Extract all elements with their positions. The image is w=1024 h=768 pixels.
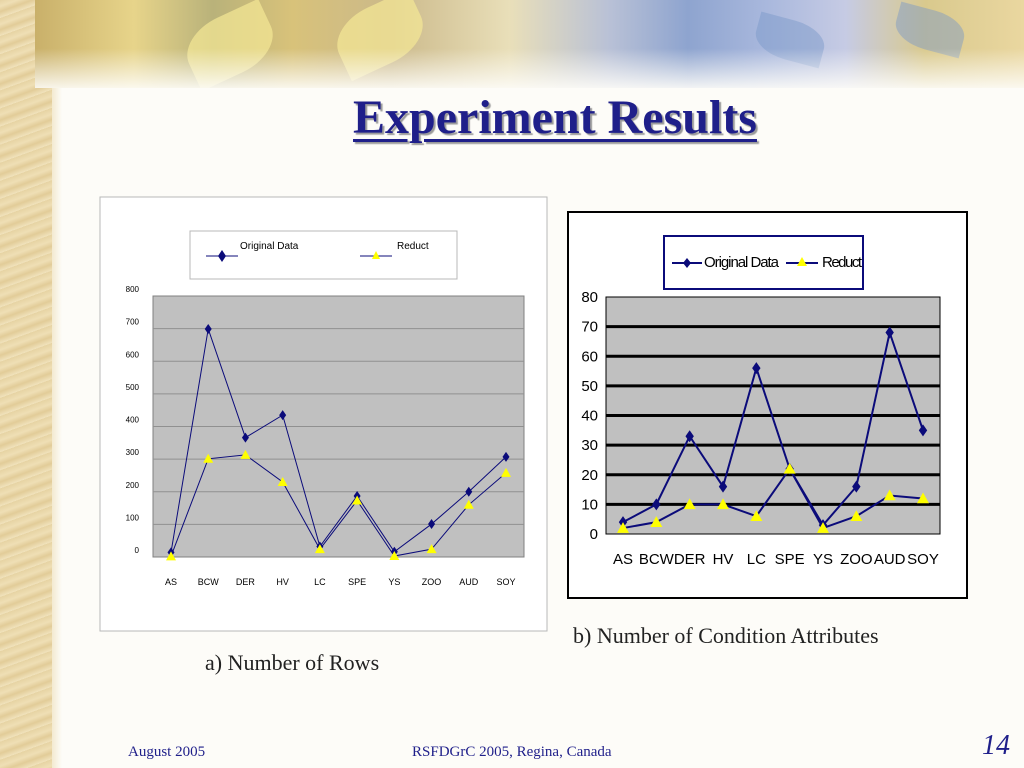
y-tick-label: 70 <box>581 318 598 336</box>
x-tick-label: AS <box>612 551 634 568</box>
x-tick-label: AUD <box>459 577 479 587</box>
legend-original-label: Original Data <box>240 241 299 252</box>
x-tick-label: SPE <box>348 577 367 587</box>
x-tick-label: BCW <box>638 551 674 568</box>
slide-title: Experiment Results <box>353 91 757 144</box>
y-tick-label: 700 <box>125 317 139 327</box>
y-tick-label: 40 <box>581 407 598 425</box>
x-tick-label: SPE <box>774 551 805 568</box>
x-tick-label: DER <box>673 551 706 568</box>
y-tick-label: 100 <box>125 513 139 523</box>
x-tick-label: YS <box>812 551 834 568</box>
y-tick-label: 20 <box>581 466 598 484</box>
x-tick-label: LC <box>314 577 326 587</box>
x-tick-label: AS <box>164 577 178 587</box>
y-tick-label: 400 <box>125 415 139 425</box>
x-tick-label: ZOO <box>840 551 873 568</box>
page-number: 14 <box>982 730 1010 761</box>
x-tick-label: YS <box>388 577 401 587</box>
y-tick-label: 60 <box>581 348 598 366</box>
y-tick-label: 200 <box>125 480 139 490</box>
legend-reduct-label: Reduct <box>397 241 429 252</box>
legend-reduct-label: Reduct <box>822 254 862 271</box>
y-tick-label: 30 <box>581 437 598 455</box>
x-tick-label: SOY <box>496 577 516 587</box>
x-tick-label: DER <box>235 577 255 587</box>
legend-original-label: Original Data <box>704 254 779 271</box>
x-tick-label: HV <box>712 551 734 568</box>
footer-conference: RSFDGrC 2005, Regina, Canada <box>412 744 612 760</box>
footer-date: August 2005 <box>128 744 206 760</box>
x-tick-label: AUD <box>873 551 906 568</box>
y-tick-label: 500 <box>125 382 139 392</box>
y-tick-label: 0 <box>134 546 139 555</box>
y-tick-label: 300 <box>125 448 139 458</box>
x-tick-label: BCW <box>197 577 219 587</box>
y-tick-label: 10 <box>581 496 598 514</box>
y-tick-label: 80 <box>581 289 598 306</box>
chart-a-caption: a) Number of Rows <box>205 650 380 675</box>
y-tick-label: 0 <box>589 526 598 543</box>
y-tick-label: 600 <box>125 350 139 360</box>
x-tick-label: LC <box>746 551 766 568</box>
chart-b-caption: b) Number of Condition Attributes <box>573 623 879 648</box>
y-tick-label: 800 <box>125 285 139 294</box>
x-tick-label: HV <box>276 577 289 587</box>
y-tick-label: 50 <box>581 377 598 395</box>
x-tick-label: ZOO <box>421 577 442 587</box>
x-tick-label: SOY <box>907 551 939 568</box>
